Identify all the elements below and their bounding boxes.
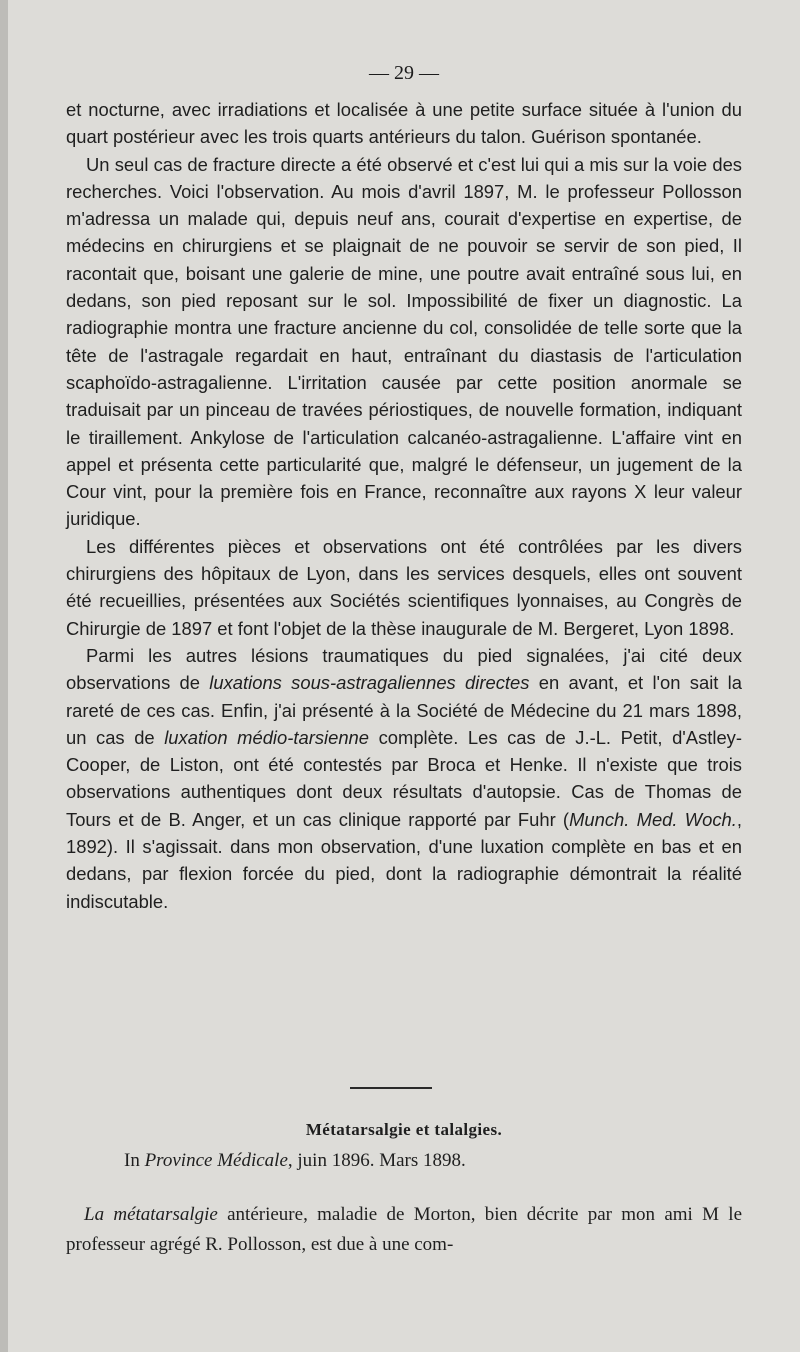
italic-term: luxations sous-astragaliennes directes xyxy=(209,672,530,694)
text-run: antérieure, maladie de Morton, bien décrite par mon ami M le professeur agrégé R. Pollosson, est due à une com- xyxy=(66,1204,742,1255)
text-run: In xyxy=(124,1150,145,1171)
section-body xyxy=(66,1200,742,1260)
section-citation xyxy=(124,1150,466,1172)
text-run: en avant, et l'on sait la rareté de ces cas. Enfin, j'ai présenté à la Société de Médecine du 21 mars 1898, un cas de xyxy=(66,672,742,748)
paragraph: et nocturne, avec irradiations et localisée à une petite surface située à l'union du quart postérieur avec les trois quarts antérieurs du talon. Guérison spontanée. xyxy=(66,99,742,148)
section-divider xyxy=(350,1087,432,1089)
text-run: , 1892). Il s'agissait. dans mon observation, d'une luxation complète en bas et en dedans, par flexion forcée du pied, dont la radiographie démontrait la réalité indiscutable. xyxy=(66,808,742,912)
italic-term: luxation médio-tarsienne xyxy=(164,726,370,748)
paragraph xyxy=(66,642,742,915)
body-text xyxy=(66,96,742,915)
text-run: , juin 1896. Mars 1898. xyxy=(287,1150,466,1171)
paragraph: Les différentes pièces et observations ont été contrôlées par les divers chirurgiens des hôpitaux de Lyon, dans les services desquels, elles ont souvent été recueillies, présentées aux Sociétés scientifiques lyonnaises, au Congrès de Chirurgie de 1897 et font l'objet de la thèse inaugurale de M. Bergeret, Lyon 1898. xyxy=(66,535,742,639)
italic-citation: Munch. Med. Woch. xyxy=(569,808,737,830)
text-run: complète. Les cas de J.-L. Petit, d'Astley-Cooper, de Liston, ont été contestés par Broca et Henke. Il n'existe que trois observations authentiques dont deux résultats d'autopsie. Cas de Thomas de Tours et de B. Anger, et un cas clinique rapporté par Fuhr ( xyxy=(66,726,743,830)
italic-journal: Province Médicale xyxy=(144,1150,288,1171)
page-number: — 29 — xyxy=(369,62,439,84)
italic-term: La métatarsalgie xyxy=(84,1204,218,1225)
text-run: Parmi les autres lésions traumatiques du pied signalées, j'ai cité deux observations de xyxy=(66,644,742,694)
paragraph xyxy=(66,1200,742,1260)
paragraph: Un seul cas de fracture directe a été observé et c'est lui qui a mis sur la voie des recherches. Voici l'observation. Au mois d'avril 1897, M. le professeur Pollosson m'adressa un malade qui, depuis neuf ans, courait d'expertise en expertise, de médecins en chirurgiens et se plaignait de ne pouvoir se servir de son pied, Il racontait que, boisant une galerie de mine, une poutre avait entraîné sous lui, en dedans, son pied reposant sur le sol. Impossibilité de fixer un diagnostic. La radiographie montra une fracture ancienne du col, consolidée de telle sorte que la tête de l'astragale regardait en haut, entraînant du diastasis de l'articulation scaphoïdo-astragalienne. L'irritation causée par cette position anormale se traduisait par un pinceau de travées périostiques, de nouvelle formation, indiquant le tiraillement. Ankylose de l'articulation calcanéo-astragalienne. L'affaire vint en appel et présenta cette particularité que, malgré le défenseur, un jugement de la Cour vint, pour la première fois en France, reconnaître aux rayons X leur valeur juridique. xyxy=(66,153,742,530)
section-title: Métatarsalgie et talalgies. xyxy=(305,1120,503,1139)
